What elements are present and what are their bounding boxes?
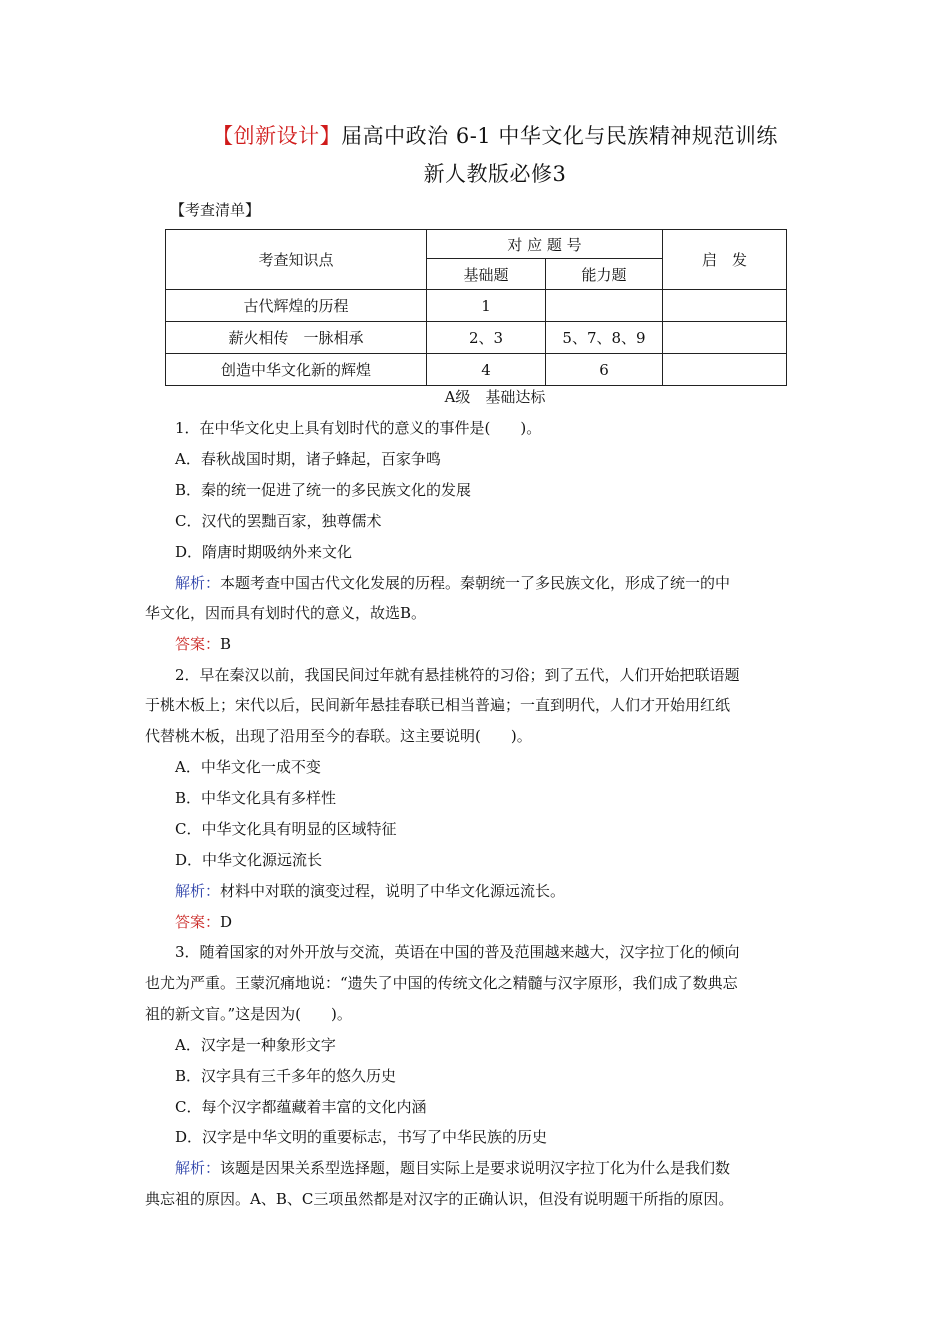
- analysis-text: 该题是因果关系型选择题，题目实际上是要求说明汉字拉丁化为什么是我们数: [220, 1159, 731, 1177]
- table-row: [166, 322, 787, 354]
- q3-stem: 3．随着国家的对外开放与交流，英语在中国的普及范围越来越大，汉字拉丁化的倾向: [175, 943, 740, 961]
- q3-option-c: C．每个汉字都蕴藏着丰富的文化内涵: [175, 1098, 427, 1116]
- document-title-line1: [120, 120, 870, 150]
- analysis-text: 本题考查中国古代文化发展的历程。秦朝统一了多民族文化，形成了统一的中: [220, 574, 731, 592]
- checklist-table: [165, 229, 787, 386]
- header-insight: 启 发: [663, 230, 787, 290]
- q1-option-c: C．汉代的罢黜百家，独尊儒术: [175, 512, 382, 530]
- analysis-label: 解析：: [175, 574, 221, 592]
- q2-option-b: B．中华文化具有多样性: [175, 789, 337, 807]
- q2-option-d: D．中华文化源远流长: [175, 851, 323, 869]
- q1-option-d: D．隋唐时期吸纳外来文化: [175, 543, 353, 561]
- q3-analysis: [175, 1157, 730, 1178]
- q2-option-a: A．中华文化一成不变: [175, 758, 321, 776]
- header-knowledge: 考查知识点: [166, 230, 427, 290]
- answer-label: 答案：: [175, 913, 221, 931]
- q2-option-c: C．中华文化具有明显的区域特征: [175, 820, 397, 838]
- q1-analysis: [175, 572, 730, 593]
- table-row: [166, 354, 787, 386]
- document-title-line2: 新人教版必修3: [423, 162, 567, 186]
- insight-cell: [663, 290, 787, 322]
- q1-option-a: A．春秋战国时期，诸子蜂起，百家争鸣: [175, 450, 441, 468]
- q3-analysis-cont: 典忘祖的原因。A、B、C三项虽然都是对汉字的正确认识，但没有说明题干所指的原因。: [145, 1190, 734, 1208]
- q2-analysis: [175, 880, 565, 901]
- analysis-label: 解析：: [175, 882, 221, 900]
- basic-cell: 4: [427, 354, 546, 386]
- ability-cell: 5、7、8、9: [546, 322, 663, 354]
- q3-option-d: D．汉字是中华文明的重要标志，书写了中华民族的历史: [175, 1128, 548, 1146]
- q2-stem-cont: 于桃木板上；宋代以后，民间新年悬挂春联已相当普遍；一直到明代，人们才开始用红纸: [145, 696, 731, 714]
- q2-stem: 2．早在秦汉以前，我国民间过年就有悬挂桃符的习俗；到了五代，人们开始把联语题: [175, 666, 740, 684]
- table-row: [166, 290, 787, 322]
- q2-answer: [175, 911, 232, 932]
- header-basic: 基础题: [427, 259, 546, 290]
- analysis-text: 材料中对联的演变过程，说明了中华文化源远流长。: [220, 882, 566, 900]
- topic-cell: 薪火相传 一脉相承: [166, 322, 427, 354]
- insight-cell: [663, 322, 787, 354]
- ability-cell: [546, 290, 663, 322]
- basic-cell: 1: [427, 290, 546, 322]
- header-ability: 能力题: [546, 259, 663, 290]
- title-text: 届高中政治 6-1 中华文化与民族精神规范训练: [341, 124, 778, 148]
- answer-value: B: [220, 635, 232, 653]
- q1-answer: [175, 633, 231, 654]
- q2-stem-cont: 代替桃木板，出现了沿用至今的春联。这主要说明( )。: [145, 727, 532, 745]
- q1-stem: 1．在中华文化史上具有划时代的意义的事件是( )。: [175, 419, 542, 437]
- topic-cell: 古代辉煌的历程: [166, 290, 427, 322]
- q1-analysis-cont: 华文化，因而具有划时代的意义，故选B。: [145, 604, 427, 622]
- checklist-heading: 【考查清单】: [170, 201, 261, 219]
- q1-option-b: B．秦的统一促进了统一的多民族文化的发展: [175, 481, 472, 499]
- answer-value: D: [220, 913, 233, 931]
- q3-option-a: A．汉字是一种象形文字: [175, 1036, 336, 1054]
- title-bracket: 【创新设计】: [212, 124, 342, 148]
- q3-option-b: B．汉字具有三千多年的悠久历史: [175, 1067, 397, 1085]
- q3-stem-cont: 也尤为严重。王蒙沉痛地说：“遗失了中国的传统文化之精髓与汉字原形，我们成了数典忘: [145, 974, 738, 992]
- ability-cell: 6: [546, 354, 663, 386]
- topic-cell: 创造中华文化新的辉煌: [166, 354, 427, 386]
- header-numbers: 对 应 题 号: [427, 230, 663, 259]
- insight-cell: [663, 354, 787, 386]
- section-heading-a: A级 基础达标: [444, 388, 546, 406]
- q3-stem-cont: 祖的新文盲。”这是因为( )。: [145, 1005, 352, 1023]
- basic-cell: 2、3: [427, 322, 546, 354]
- answer-label: 答案：: [175, 635, 221, 653]
- analysis-label: 解析：: [175, 1159, 221, 1177]
